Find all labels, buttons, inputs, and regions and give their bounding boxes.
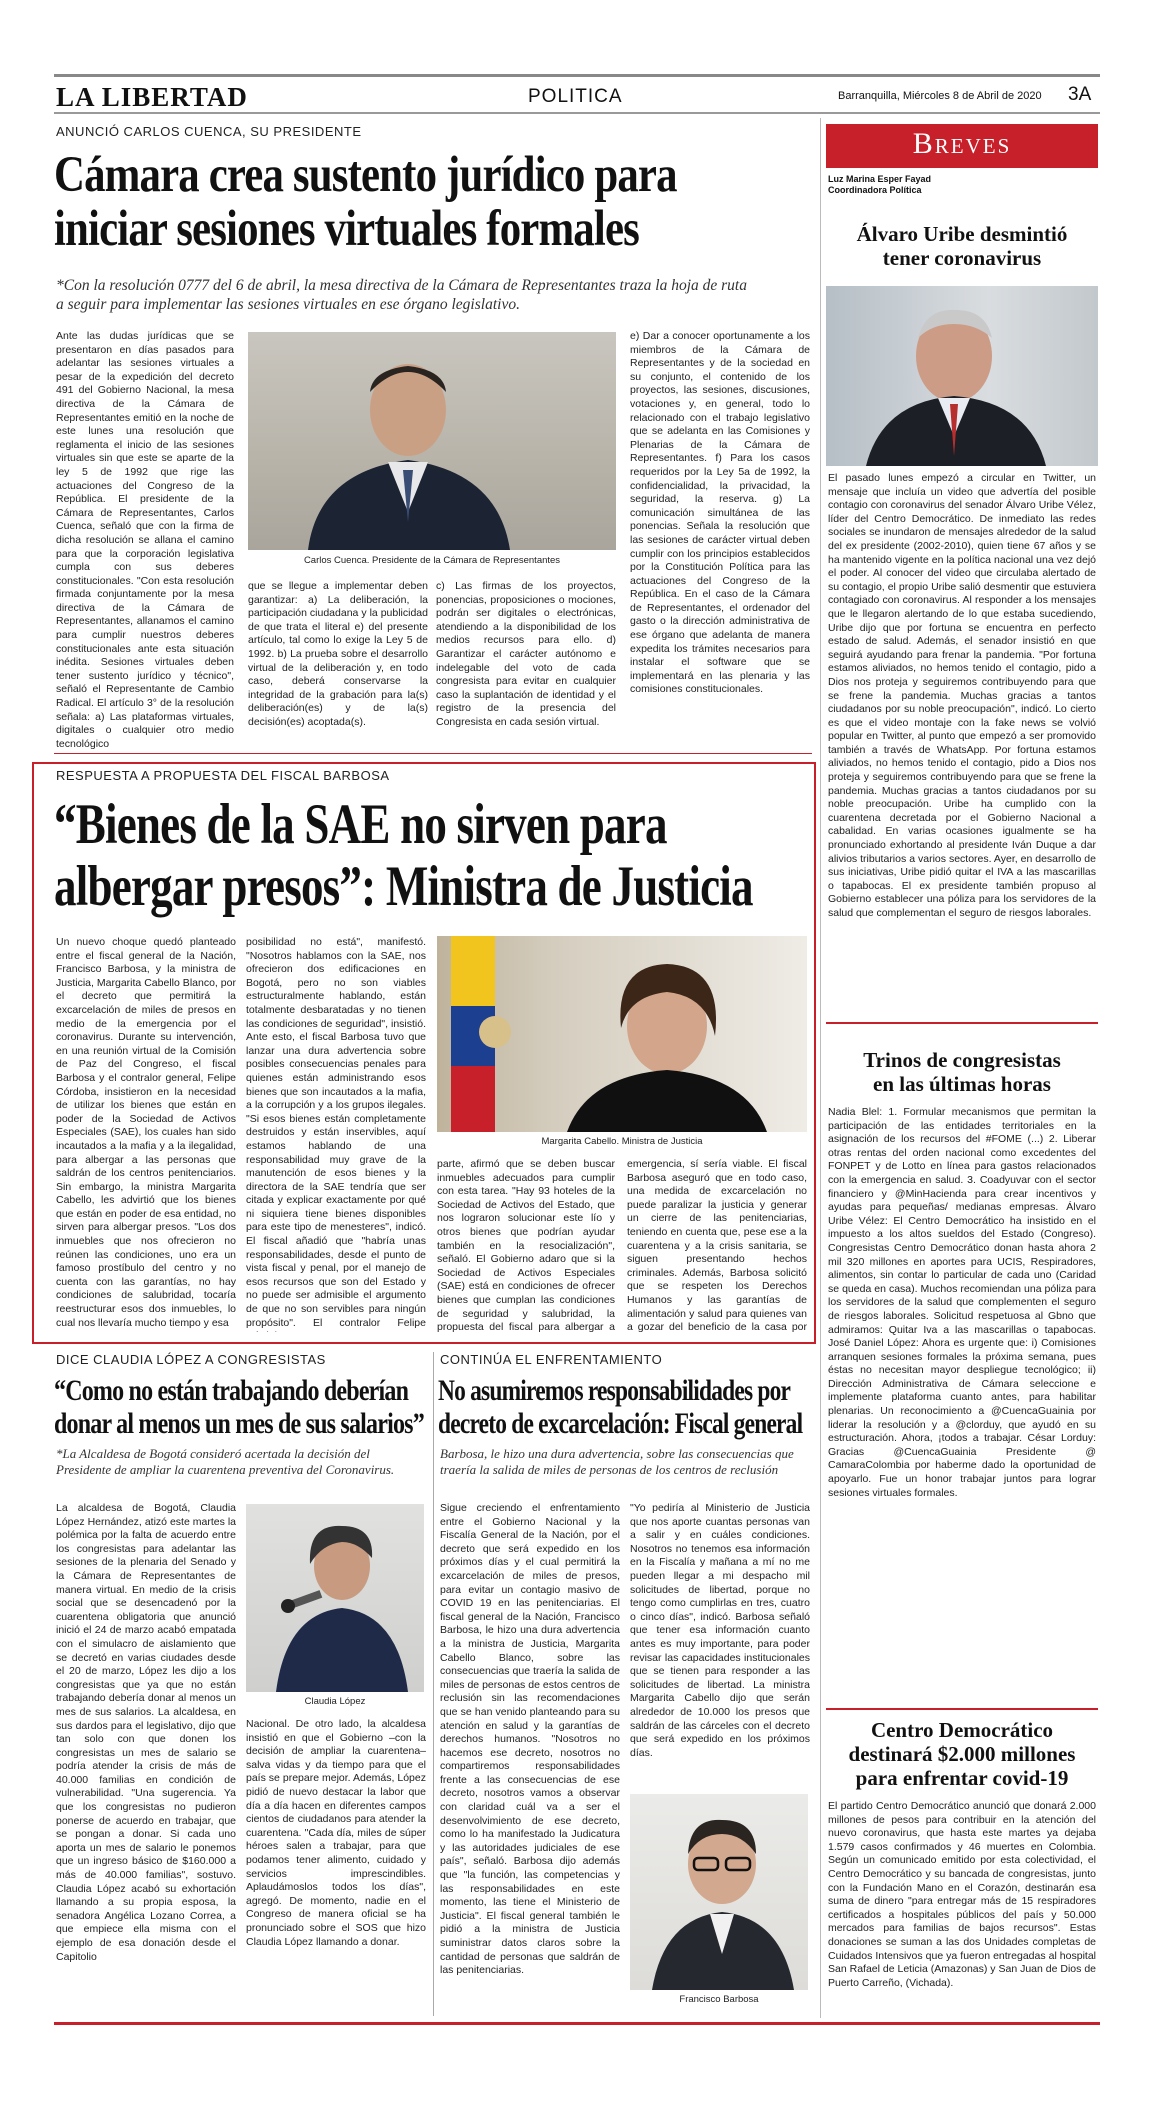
lead-column-2: que se llegue a implementar deben garantizar: a) La deliberación, la participación ciudadana y la publicidad de que trata el literal e) del presente artículo, tal como lo exige la Ley 5 de 1992. b) La prueba sobre el desarrollo virtual de la deliberación y, en todo caso, deberá conservarse la integridad de la grabación para la(s) deliberación(es) y de la(s) decisión(es) acoptada(s). — [248, 580, 428, 728]
lopez-kicker: DICE CLAUDIA LÓPEZ A CONGRESISTAS — [56, 1352, 326, 1367]
fiscal-deck: Barbosa, le hizo una dura advertencia, sobre las consecuencias que traería la salida de miles de personas de los centros de reclusión — [440, 1446, 794, 1477]
fiscal-kicker: CONTINÚA EL ENFRENTAMIENTO — [440, 1352, 663, 1367]
lead-column-3: c) Las firmas de los proyectos, ponencias, proposiciones o mociones, podrán ser digitales o electrónicas, atendiendo a la disponibilidad de los medios recursos para ello. d) Garantizar el carácter autónomo e indelegable del voto de cada congresista para evitar en cualquier caso la suplantación de identidad y el registro de la presencia del Congresista en cada sesión virtual. — [436, 580, 616, 728]
featured-column-1: Un nuevo choque quedó planteado entre el fiscal general de la Nación, Francisco Barbosa, y la ministra de Justicia, Margarita Cabello Blanco, por el decreto que permitirá la excarcelación de miles de presos en medio de la emergencia por el coronavirus. Durante su intervención, en una reunión virtual de la Comisión de Paz del Congreso, el fiscal Barbosa y el contralor general, Felipe Córdoba, insistieron en la necesidad de utilizar los bienes que están en poder de la Sociedad de Activos Especiales (SAE), los cuales han sido incautados a la mafia y a la ilegalidad, para albergar a las personas que saldrán de los centros penitenciarios. Sin embargo, la ministra Margarita Cabello, les advirtió que los bienes que están en poder de esa entidad, no sirven para albergar presos. "Los dos inmuebles que nos ofrecieron no reúnen las condiciones, uno era un famoso prostíbulo del centro y no cuenta con las garantías, no hay condiciones de salubridad, tocaría reestructurar esos dos inmuebles, lo cual nos llevaría mucho tiempo y esa — [56, 936, 236, 1329]
cd-body: El partido Centro Democrático anunció que donará 2.000 millones de pesos para contribuir en la atención del nuevo coronavirus, que hasta este martes ya dejaba 1.579 casos confirmados y 46 muertes en Colombia. Según un comunicado emitido por esta colectividad, el Centro Democrático y su bancada de congresistas, junto con la Fundación Mano en el Corazón, destinarán esa suma de dinero "para entregar más de 15 respiradores certificados a hospitales públicos del país y 50.000 mercados para familias de bajos recursos". Estas donaciones se suman a las dos Unidades completas de Cuidados Intensivos que ya fueron entregadas al hospital San Rafael de Leticia (Amazonas) y San Juan de Dios de Puerto Carreño, (Vichada). — [828, 1800, 1096, 1989]
barbosa-photo — [630, 1794, 808, 1990]
breves-title: Breves — [912, 127, 1012, 160]
lopez-caption: Claudia López — [304, 1696, 366, 1707]
person-portrait-icon — [630, 1794, 808, 1990]
fiscal-column-2: "Yo pediría al Ministerio de Justicia que nos aporte cuantas personas van a salir y en cuáles condiciones. Nosotros no tenemos esa información en la Fiscalía y mañana a mí no me pueden llegar a mi despacho mil solicitudes de libertad, porque no tengo como cumplirlas en tres, cuatro o cinco días", indicó. Barbosa señaló que tener esa información cuanto antes es muy importante, para poder revisar las capacidades institucionales que se tienen para responder a las solicitudes de libertad. La ministra Margarita Cabello dijo que serán alrededor de 10.000 los presos que saldrán de las cárceles con el decreto que será expedido en los próximos días. — [630, 1502, 810, 1759]
dateline: Barranquilla, Miércoles 8 de Abril de 2020 — [838, 90, 1042, 102]
trinos-headline — [826, 1048, 1098, 1096]
trinos-body: Nadia Blel: 1. Formular mecanismos que permitan la participación de las entidades territoriales en la asignación de los recursos del #FOME (...) 2. Liberar otras rentas del orden nacional como excedentes del FONPET y de Lotto en línea para gastos relacionados con la emergencia en salud. 3. Coadyuvar con el sector financiero y @MinHacienda para crear incentivos y ayudas para pequeñas/ medianas empresas. Álvaro Uribe Vélez: El Centro Democrático ha insistido en el impuesto a los altos sueldos del Estado (Congreso). Congresistas Centro Democrático donan hasta ahora 2 mil 320 millones en aportes para UCIS, Respiradores, alimentos, sin contar lo particular de cada uno (Caridad se queda en casa). Muchos recomiendan una póliza para los servidores de la salud que complementen el seguro de riesgos laborales. Solicitud respetuosa al Gbno que admiramos: Quitar Iva a las mascarillas o tapabocas. José Daniel López: Ahora es urgente que: i) Comisiones arranquen sesiones formales la próxima semana, pues éstas no necesitan mayor despliegue tecnológico; ii) Dirección Administrativa de Cámara seleccione e implemente plataforma cuanto antes, para habilitar plenarias. Un reconocimiento a @CuencaGuainia por liderar la resolución y a @clorduy, que ayudó en su estructuración. Ahora, ¡todos a trabajar. César Lorduy: Gracias @CuencaGuainia Presidente @ CamaraColombia por haberme dado la oportunidad de apoyarlo. Fue un honor trabajar juntos para lograr sesiones virtuales formales. — [828, 1106, 1096, 1499]
featured-headline — [54, 794, 753, 918]
lead-headline-line-2: iniciar sesiones virtuales formales — [54, 201, 639, 257]
paper-name: LA LIBERTAD — [56, 82, 248, 112]
lead-deck-line-1: *Con la resolución 0777 del 6 de abril, la mesa directiva de la Cámara de Representantes traza la hoja de ruta — [56, 277, 747, 294]
uribe-headline — [826, 222, 1098, 270]
cuenca-caption: Carlos Cuenca. Presidente de la Cámara de Representantes — [303, 555, 561, 566]
cabello-photo — [437, 936, 807, 1132]
uribe-photo — [826, 286, 1098, 466]
sidebar-author: Luz Marina Esper Fayad — [828, 174, 932, 184]
cd-headline — [826, 1718, 1098, 1790]
lopez-photo — [246, 1504, 424, 1692]
fiscal-headline — [438, 1374, 802, 1440]
featured-column-3: parte, afirmó que se deben buscar inmuebles adecuados para cumplir con esta tarea. "Hay 93 hoteles de la Sociedad de Activos del Estado, que nos lograron solucionar este lío y otros bienes que podrían ayudar también en la resocialización", señaló. El Gobierno adaro que si la Sociedad de Activos Especiales (SAE) está en condiciones de ofrecer bienes que cumplan las condiciones de seguridad y salubridad, la propuesta del fiscal para albergar a — [437, 1158, 615, 1332]
lopez-headline-line-1: “Como no están trabajando deberían — [54, 1374, 409, 1407]
lead-column-1: Ante las dudas jurídicas que se presentaron en días pasados para adelantar las sesiones virtuales a pesar de la expedición del decreto 491 del Gobierno Nacional, la mesa directiva de la Cámara de Representantes emitió en la noche de este lunes una resolución que reglamenta el inicio de las sesiones virtuales sin que este se aparte de la ley 5 de 1992 que rige las actuaciones del Congreso de la República. El presidente de la Cámara de Representantes, Carlos Cuenca, señaló que con la firma de dicha resolución se allana el camino para que la corporación legislativa cumpla con sus deberes constitucionales. "Con esta resolución firmada conjuntamente por la mesa directiva de la Cámara de Representantes, allanamos el camino para cumplir nuestros deberes constitucionales ante esta situación inédita. Sesiones virtuales deben tener sustento jurídico y técnico", señaló el Representante de Cambio Radical. El artículo 3° de la resolución señala: a) Las plataformas virtuales, digitales o cualquier otro medio tecnológico — [56, 330, 234, 750]
person-portrait-icon — [437, 936, 807, 1132]
cd-headline-line-1: Centro Democrático — [870, 1718, 1054, 1742]
lead-kicker: ANUNCIÓ CARLOS CUENCA, SU PRESIDENTE — [56, 124, 362, 139]
section-name: POLITICA — [528, 86, 623, 107]
featured-headline-line-2: albergar presos”: Ministra de Justicia — [54, 855, 753, 918]
lopez-column-1: La alcaldesa de Bogotá, Claudia López Hernández, atizó este martes la polémica por la falta de acuerdo entre los congresistas para adelantar las sesiones de la plenaria del Senado y la Cámara de Representantes de manera virtual. En medio de la crisis social que se desencadenó por la cuarentena obligatoria que anunció inició el 24 de marzo acabó empatada con el simulacro de aislamiento que se decretó en varias ciudades desde el 20 de marzo, López les dijo a los congresistas que ya que no están trabajando debería donar al menos un mes de sus salarios. La alcaldesa, en sus dardos para el legislativo, dijo que tan solo con que donen los congresistas un mes de salario se podría atender la crisis de más de 40.000 familias en condición de vulnerabilidad. "Una sugerencia. Ya que los congresistas no pudieron ponerse de acuerdo en trabajar, que se pongan a donar. Si cada uno aporta un mes de salario le ponemos que un ingreso básico de $160.000 a más de 40.000 familias", sostuvo. Claudia López acabó su exhortación llamando a su propia esposa, la senadora Angélica Lozano Correa, a que empiece ella misma con el ejemplo de esa donación desde el Capitolio — [56, 1502, 236, 1963]
featured-kicker: RESPUESTA A PROPUESTA DEL FISCAL BARBOSA — [56, 768, 390, 783]
lopez-headline-line-2: donar al menos un mes de sus salarios” — [54, 1407, 424, 1440]
fiscal-headline-line-1: No asumiremos responsabilidades por — [438, 1374, 791, 1407]
cd-headline-line-3: para enfrentar covid-19 — [855, 1766, 1069, 1790]
person-portrait-icon — [248, 332, 616, 550]
person-portrait-icon — [826, 286, 1098, 466]
uribe-body: El pasado lunes empezó a circular en Twitter, un mensaje que incluía un video que advertía del posible contagio con coronavirus del senador Álvaro Uribe Vélez, líder del Centro Democrático. De inmediato las redes sociales se inundaron de mensajes alrededor de la salud del ex presidente (2002-2010), quien tiene 67 años y se ha mantenido vigente en la política nacional una vez dejó el poder. Al conocer del video que circulaba alertado de su contagio, el propio Uribe salió desmentir que estuviera contagiado con coronavirus. Al responder a los mensajes que le llegaron alertando de lo que estaba sucediendo, Uribe dijo que por fortuna se encuentra en perfecto estado de salud. Además, el senador insistió en que seguirá ayudando para frenar la pandemia. "Por fortuna estamos aliviados, no hemos tenido el contagio, pido a Dios nos proteja y seguiremos contribuyendo para que se frene la pandemia. Muchas gracias a tantos ciudadanos por su noble preocupación", indicó. Lo cierto es que el video montaje con la fake news se volvió popular en Twitter, al punto que empezó a ser promovido también a través de WhatsApp. Por fortuna estamos aliviados, no hemos tenido el contagio, pido a Dios nos proteja y seguiremos contribuyendo para que se frene la pandemia. Muchas gracias a tantos ciudadanos por su noble preocupación. Uribe ha cumplido con la cuarentena decretada por el Gobierno Nacional a cabalidad. En varias ocasiones igualmente se ha pronunciado exhortando al presidente Iván Duque a dar alivios tributarios a varios sectores. Ayer, en desarrollo de sus iniciativas, Uribe pidió quitar el IVA a las mascarillas o tapabocas. El ex presidente también propuso al Gobierno establecer una póliza para los servidores de la salud que complementan el seguro de riesgos laborales. — [828, 472, 1096, 919]
page-number: 3A — [1068, 84, 1092, 105]
uribe-headline-line-1: Álvaro Uribe desmintió — [856, 222, 1068, 246]
lopez-headline — [54, 1374, 424, 1440]
fiscal-column-1: Sigue creciendo el enfrentamiento entre el Gobierno Nacional y la Fiscalía General de la Nación, por el decreto que será expedido en los próximos días y el cual permitirá la excarcelación de miles de presos, para evitar un contagio masivo de COVID 19 en las penitenciarias. El fiscal general de la Nación, Francisco Barbosa, le hizo una dura advertencia a la ministra de Justicia, Margarita Cabello Blanco, sobre las consecuencias que traería la salida de miles de personas de estos centros de reclusión sin las recomendaciones que se han venido planteando para su atención en salud y la garantías de derechos humanos. "Nosotros no hacemos ese decreto, nosotros no compartiremos responsabilidades frente a las consecuencias de ese decreto, nosotros vamos a observar con claridad cuál va a ser el desenvolvimiento de ese decreto, como lo ha manifestado la Judicatura y las autoridades judiciales de ese país", señaló. Barbosa dijo además que "la función, las competencias y las responsabilidades en este momento, las tiene el Ministerio de Justicia". El fiscal general también le pidió a la ministra de Justicia suministrar datos claros sobre la cantidad de personas que saldrán de las penitenciarias. — [440, 1502, 620, 1977]
cuenca-photo — [248, 332, 616, 550]
cabello-caption: Margarita Cabello. Ministra de Justicia — [541, 1136, 703, 1147]
sidebar-author-role: Coordinadora Política — [828, 185, 922, 195]
lopez-deck: *La Alcaldesa de Bogotá consideró acertada la decisión del Presidente de ampliar la cuarentena preventiva del Coronavirus. — [56, 1446, 395, 1477]
lead-column-4: e) Dar a conocer oportunamente a los miembros de la Cámara de Representantes y de la sociedad en su conjunto, el contenido de los proyectos, las sesiones, discusiones, votaciones y, en general, todo lo relacionado con el trabajo legislativo que se adelanta en las Comisiones y Plenarias de la Cámara de Representantes. f) Para los casos requeridos por la Ley 5a de 1992, la confidencialidad, la privacidad, la seguridad, la reserva. g) La comunicación simultánea de las ponencias. Señala la resolución que las sesiones de carácter virtual deben cumplir con los principios establecidos por la Constitución Política para las actuaciones del Congreso de la República. En el caso de la Cámara de Representantes, el ordenador del gasto o la dirección administrativa de ese órgano que adelanta de manera expedita los trámites necesarios para instalar el software que se implementará en las plenaria y las comisiones constitucionales. — [630, 330, 810, 696]
featured-column-4: emergencia, sí sería viable. El fiscal Barbosa aseguró que en todo caso, una medida de excarcelación no puede paralizar la justicia y generar un cierre de las penitenciarias, teniendo en cuenta que, pese ese a la cuarentena y a la crisis sanitaria, se siguen presentando hechos criminales. Además, Barbosa solicitó que se respeten los Derechos Humanos y las garantías de alimentación y salud para quienes van a gozar del beneficio de la casa por — [627, 1158, 807, 1332]
person-portrait-icon — [246, 1504, 424, 1692]
trinos-headline-line-2: en las últimas horas — [873, 1072, 1051, 1096]
trinos-headline-line-1: Trinos de congresistas — [863, 1048, 1061, 1072]
featured-headline-line-1: “Bienes de la SAE no sirven para — [54, 793, 667, 856]
barbosa-caption: Francisco Barbosa — [679, 1994, 759, 2005]
featured-column-2: posibilidad no está", manifestó. "Nosotros hablamos con la SAE, nos ofrecieron dos edificaciones en Bogotá, pero no son viables estructuralmente hablando, están totalmente desbaratadas y no tienen las condiciones de seguridad", insistió. Ante esto, el fiscal Barbosa tuvo que lanzar una dura advertencia sobre posibles consecuencias penales para quienes están administrando esos bienes que son incautados a la mafia, a la corrupción y a los grupos ilegales. "Si esos bienes están completamente destruidos y están inservibles, aquí estamos hablando de una responsabilidad muy grave de la manutención de esos bienes y la directora de la SAE tendría que ser citada y explicar exactamente por qué ni siquiera tiene bienes disponibles para este tipo de menesteres", indicó. El fiscal añadió que "habría unas responsabilidades, desde el punto de vista fiscal y penal, por el manejo de esos recursos que son del Estado y no puede ser admisible el argumento de que no son servibles para ningún propósito". El contralor Felipe — [246, 936, 426, 1329]
fiscal-headline-line-2: decreto de excarcelación: Fiscal general — [438, 1407, 803, 1440]
uribe-headline-line-2: tener coronavirus — [882, 246, 1042, 270]
breves-banner — [826, 124, 1098, 168]
lead-deck — [56, 276, 810, 314]
lead-headline — [54, 148, 677, 256]
lopez-column-2: Nacional. De otro lado, la alcaldesa insistió en que el Gobierno –con la decisión de ampliar la cuarentena– salva vidas y da tiempo para que el país se prepare mejor. Además, López pidió de nuevo destacar la labor que día a día hacen en diferentes campos cientos de ciudadanos para atender la cuarentena. "Cada día, miles de súper héroes salen a trabajar, para que podamos tener alimento, cuidado y servicios imprescindibles. Aplaudámoslos todos los días", agregó. De momento, nadie en el Congreso de manera oficial se ha pronunciado sobre el SOS que hizo Claudia López llamando a donar. — [246, 1718, 426, 1948]
lead-deck-line-2: a seguir para implementar las sesiones virtuales en ese órgano legislativo. — [56, 296, 520, 313]
lead-headline-line-1: Cámara crea sustento jurídico para — [54, 147, 677, 203]
cd-headline-line-2: destinará $2.000 millones — [848, 1742, 1076, 1766]
